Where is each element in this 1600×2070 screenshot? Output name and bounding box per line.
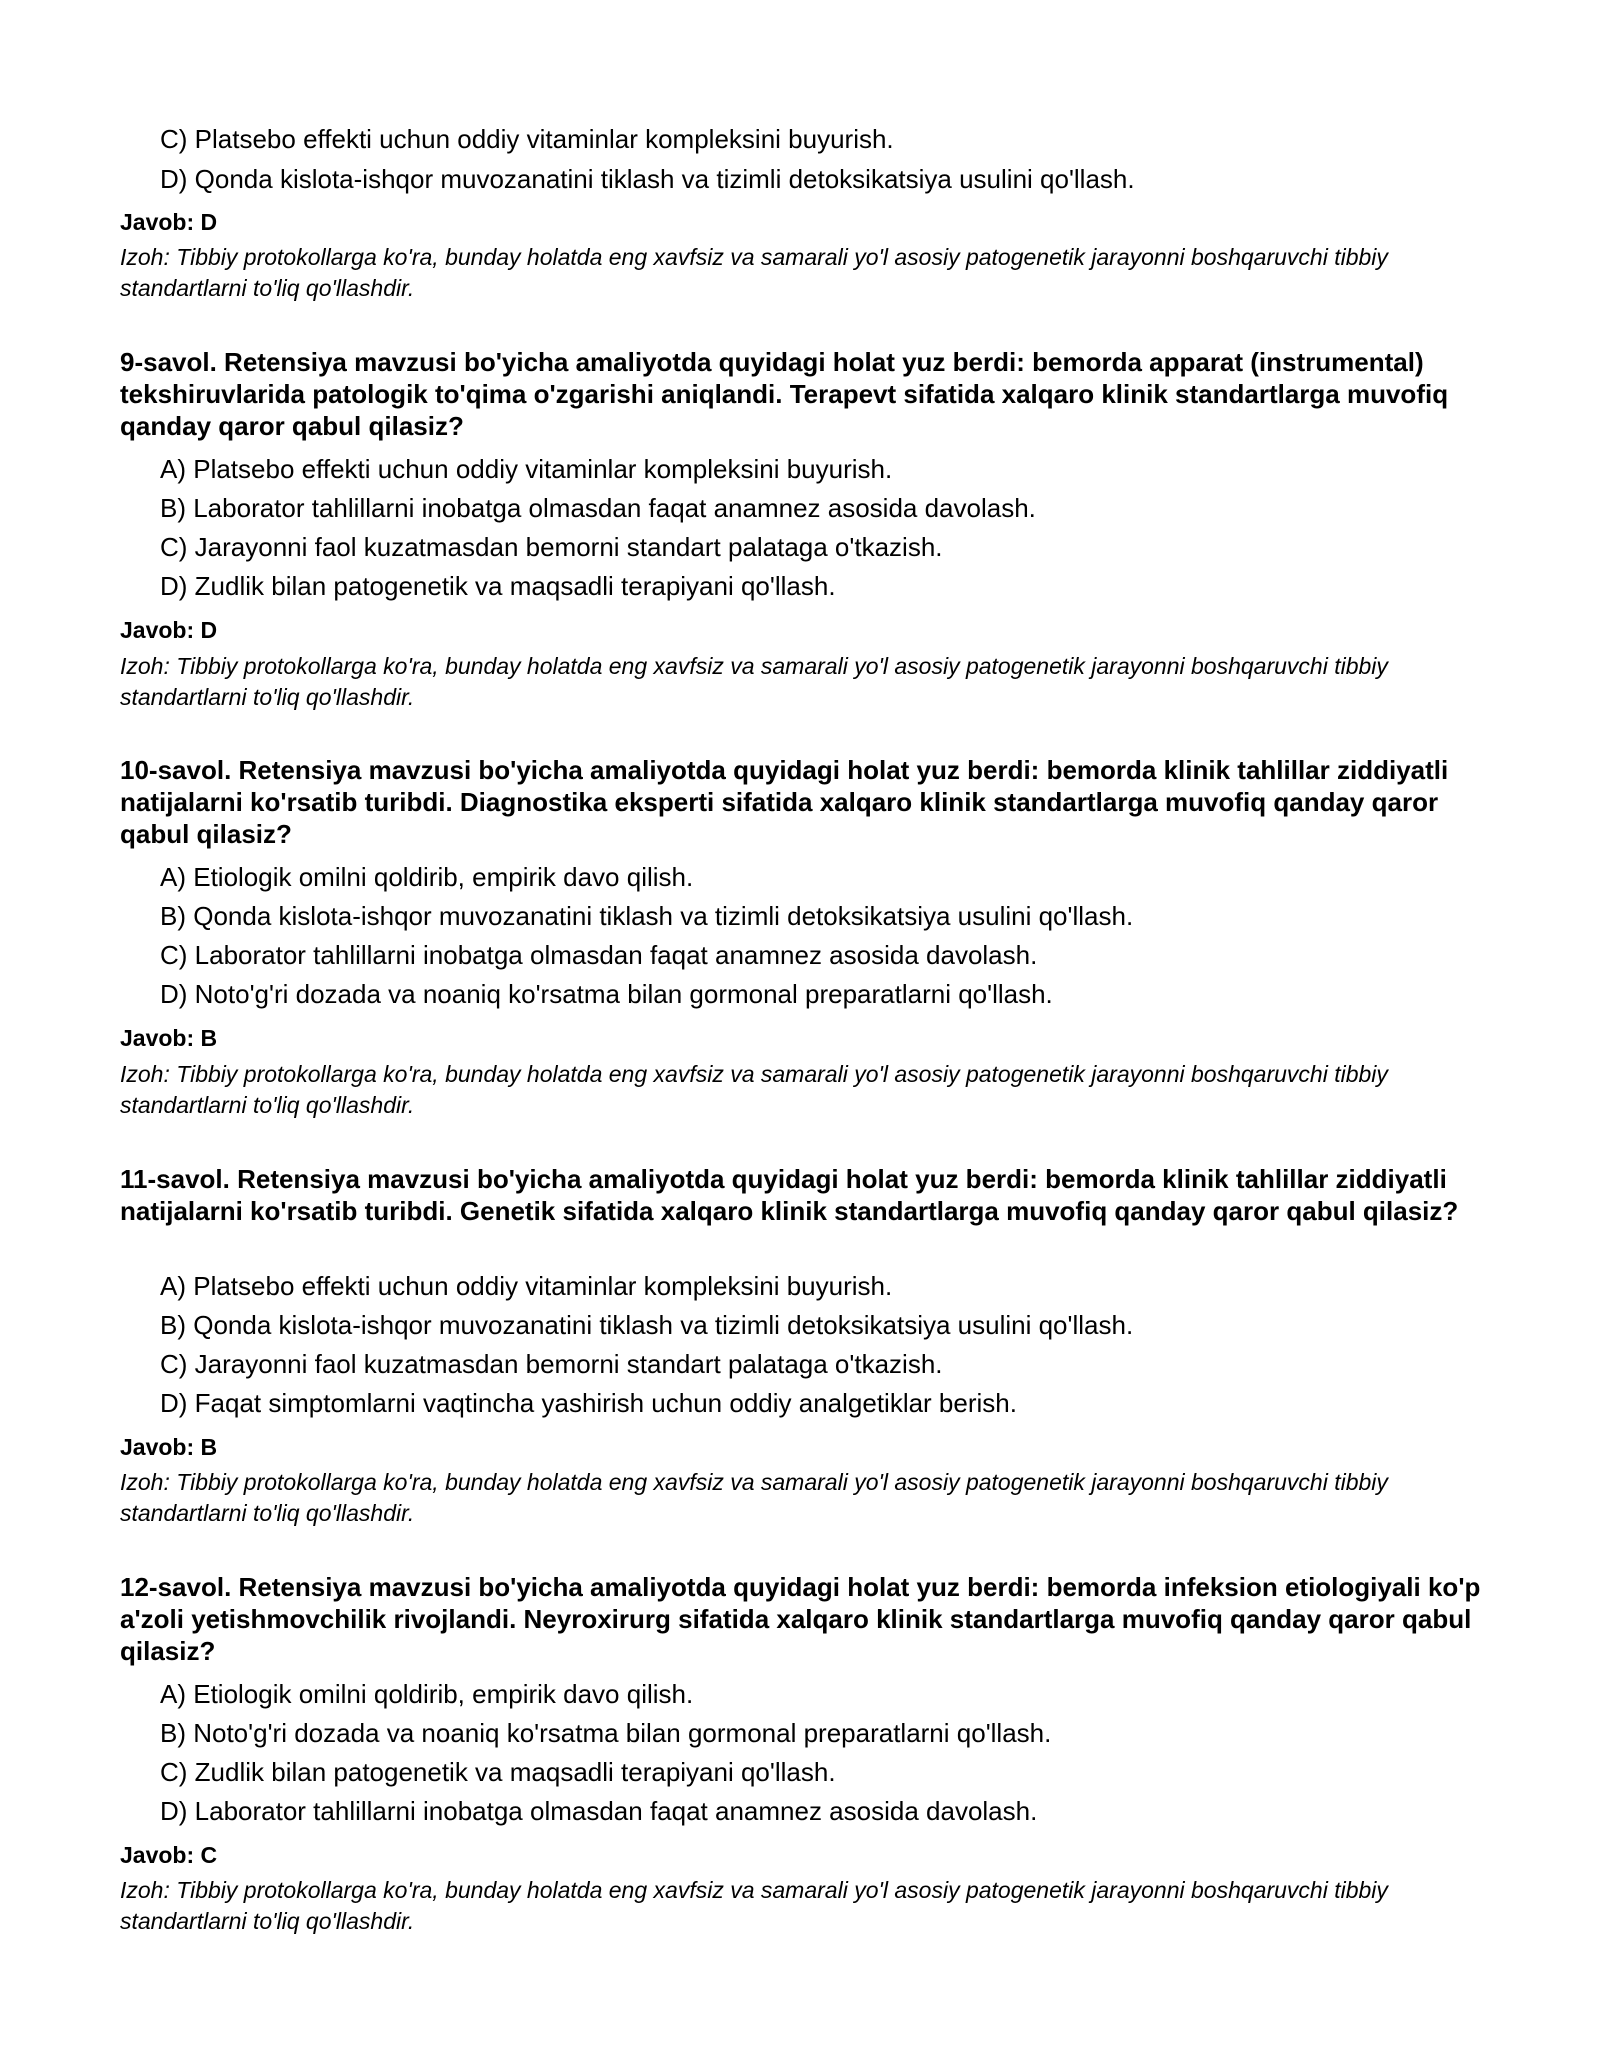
explanation-note: Izoh: Tibbiy protokollarga ko'ra, bunday holatda eng xavfsiz va samarali yo'l asosiy patogenetik jarayonni boshqaruvchi tibbiy standartlarni to'liq qo'llashdir. xyxy=(120,1061,1388,1118)
option-a: A) Platsebo effekti uchun oddiy vitaminlar kompleksini buyurish. xyxy=(160,1271,893,1301)
question-title: 11-savol. Retensiya mavzusi bo'yicha amaliyotda quyidagi holat yuz berdi: bemorda klinik tahlillar ziddiyatli natijalarni ko'rsatib turibdi. Genetik sifatida xalqaro klinik standartlarga muvofiq qanday qaror qabul qilasiz? xyxy=(120,1164,1459,1226)
option-d: D) Qonda kislota-ishqor muvozanatini tiklash va tizimli detoksikatsiya usulini qo'llash. xyxy=(160,164,1135,194)
option-c: C) Zudlik bilan patogenetik va maqsadli terapiyani qo'llash. xyxy=(160,1757,836,1787)
option-d: D) Faqat simptomlarni vaqtincha yashirish uchun oddiy analgetiklar berish. xyxy=(160,1388,1017,1418)
option-d: D) Noto'g'ri dozada va noaniq ko'rsatma bilan gormonal preparatlarni qo'llash. xyxy=(160,979,1053,1009)
answer-label: Javob: D xyxy=(120,617,218,643)
explanation-note: Izoh: Tibbiy protokollarga ko'ra, bunday holatda eng xavfsiz va samarali yo'l asosiy patogenetik jarayonni boshqaruvchi tibbiy standartlarni to'liq qo'llashdir. xyxy=(120,1469,1388,1526)
option-d: D) Zudlik bilan patogenetik va maqsadli terapiyani qo'llash. xyxy=(160,571,836,601)
option-a: A) Etiologik omilni qoldirib, empirik davo qilish. xyxy=(160,1679,694,1709)
explanation-note: Izoh: Tibbiy protokollarga ko'ra, bunday holatda eng xavfsiz va samarali yo'l asosiy patogenetik jarayonni boshqaruvchi tibbiy standartlarni to'liq qo'llashdir. xyxy=(120,1877,1388,1934)
answer-label: Javob: B xyxy=(120,1434,218,1460)
option-b: B) Noto'g'ri dozada va noaniq ko'rsatma bilan gormonal preparatlarni qo'llash. xyxy=(160,1718,1052,1748)
option-b: B) Laborator tahlillarni inobatga olmasdan faqat anamnez asosida davolash. xyxy=(160,493,1036,523)
explanation-note: Izoh: Tibbiy protokollarga ko'ra, bunday holatda eng xavfsiz va samarali yo'l asosiy patogenetik jarayonni boshqaruvchi tibbiy standartlarni to'liq qo'llashdir. xyxy=(120,653,1388,710)
explanation-note: Izoh: Tibbiy protokollarga ko'ra, bunday holatda eng xavfsiz va samarali yo'l asosiy patogenetik jarayonni boshqaruvchi tibbiy standartlarni to'liq qo'llashdir. xyxy=(120,244,1388,301)
option-a: A) Etiologik omilni qoldirib, empirik davo qilish. xyxy=(160,862,694,892)
answer-label: Javob: C xyxy=(120,1842,218,1868)
question-title: 9-savol. Retensiya mavzusi bo'yicha amaliyotda quyidagi holat yuz berdi: bemorda apparat (instrumental) tekshiruvlarida patologik to'qima o'zgarishi aniqlandi. Terapevt sifatida xalqaro klinik standartlarga muvofiq qanday qaror qabul qilasiz? xyxy=(120,347,1449,441)
option-d: D) Laborator tahlillarni inobatga olmasdan faqat anamnez asosida davolash. xyxy=(160,1796,1038,1826)
option-b: B) Qonda kislota-ishqor muvozanatini tiklash va tizimli detoksikatsiya usulini qo'llash. xyxy=(160,901,1134,931)
option-c: C) Platsebo effekti uchun oddiy vitaminlar kompleksini buyurish. xyxy=(160,124,894,154)
question-title: 10-savol. Retensiya mavzusi bo'yicha amaliyotda quyidagi holat yuz berdi: bemorda klinik tahlillar ziddiyatli natijalarni ko'rsatib turibdi. Diagnostika eksperti sifatida xalqaro klinik standartlarga muvofiq qanday qaror qabul qilasiz? xyxy=(120,755,1449,849)
answer-label: Javob: D xyxy=(120,209,218,235)
option-c: C) Jarayonni faol kuzatmasdan bemorni standart palataga o'tkazish. xyxy=(160,1349,943,1379)
option-c: C) Laborator tahlillarni inobatga olmasdan faqat anamnez asosida davolash. xyxy=(160,940,1038,970)
answer-label: Javob: B xyxy=(120,1025,218,1051)
option-b: B) Qonda kislota-ishqor muvozanatini tiklash va tizimli detoksikatsiya usulini qo'llash. xyxy=(160,1310,1134,1340)
option-c: C) Jarayonni faol kuzatmasdan bemorni standart palataga o'tkazish. xyxy=(160,532,943,562)
option-a: A) Platsebo effekti uchun oddiy vitaminlar kompleksini buyurish. xyxy=(160,454,893,484)
question-title: 12-savol. Retensiya mavzusi bo'yicha amaliyotda quyidagi holat yuz berdi: bemorda infeksion etiologiyali ko'p a'zoli yetishmovchilik rivojlandi. Neyroxirurg sifatida xalqaro klinik standartlarga muvofiq qanday qaror qabul qilasiz? xyxy=(120,1572,1481,1666)
